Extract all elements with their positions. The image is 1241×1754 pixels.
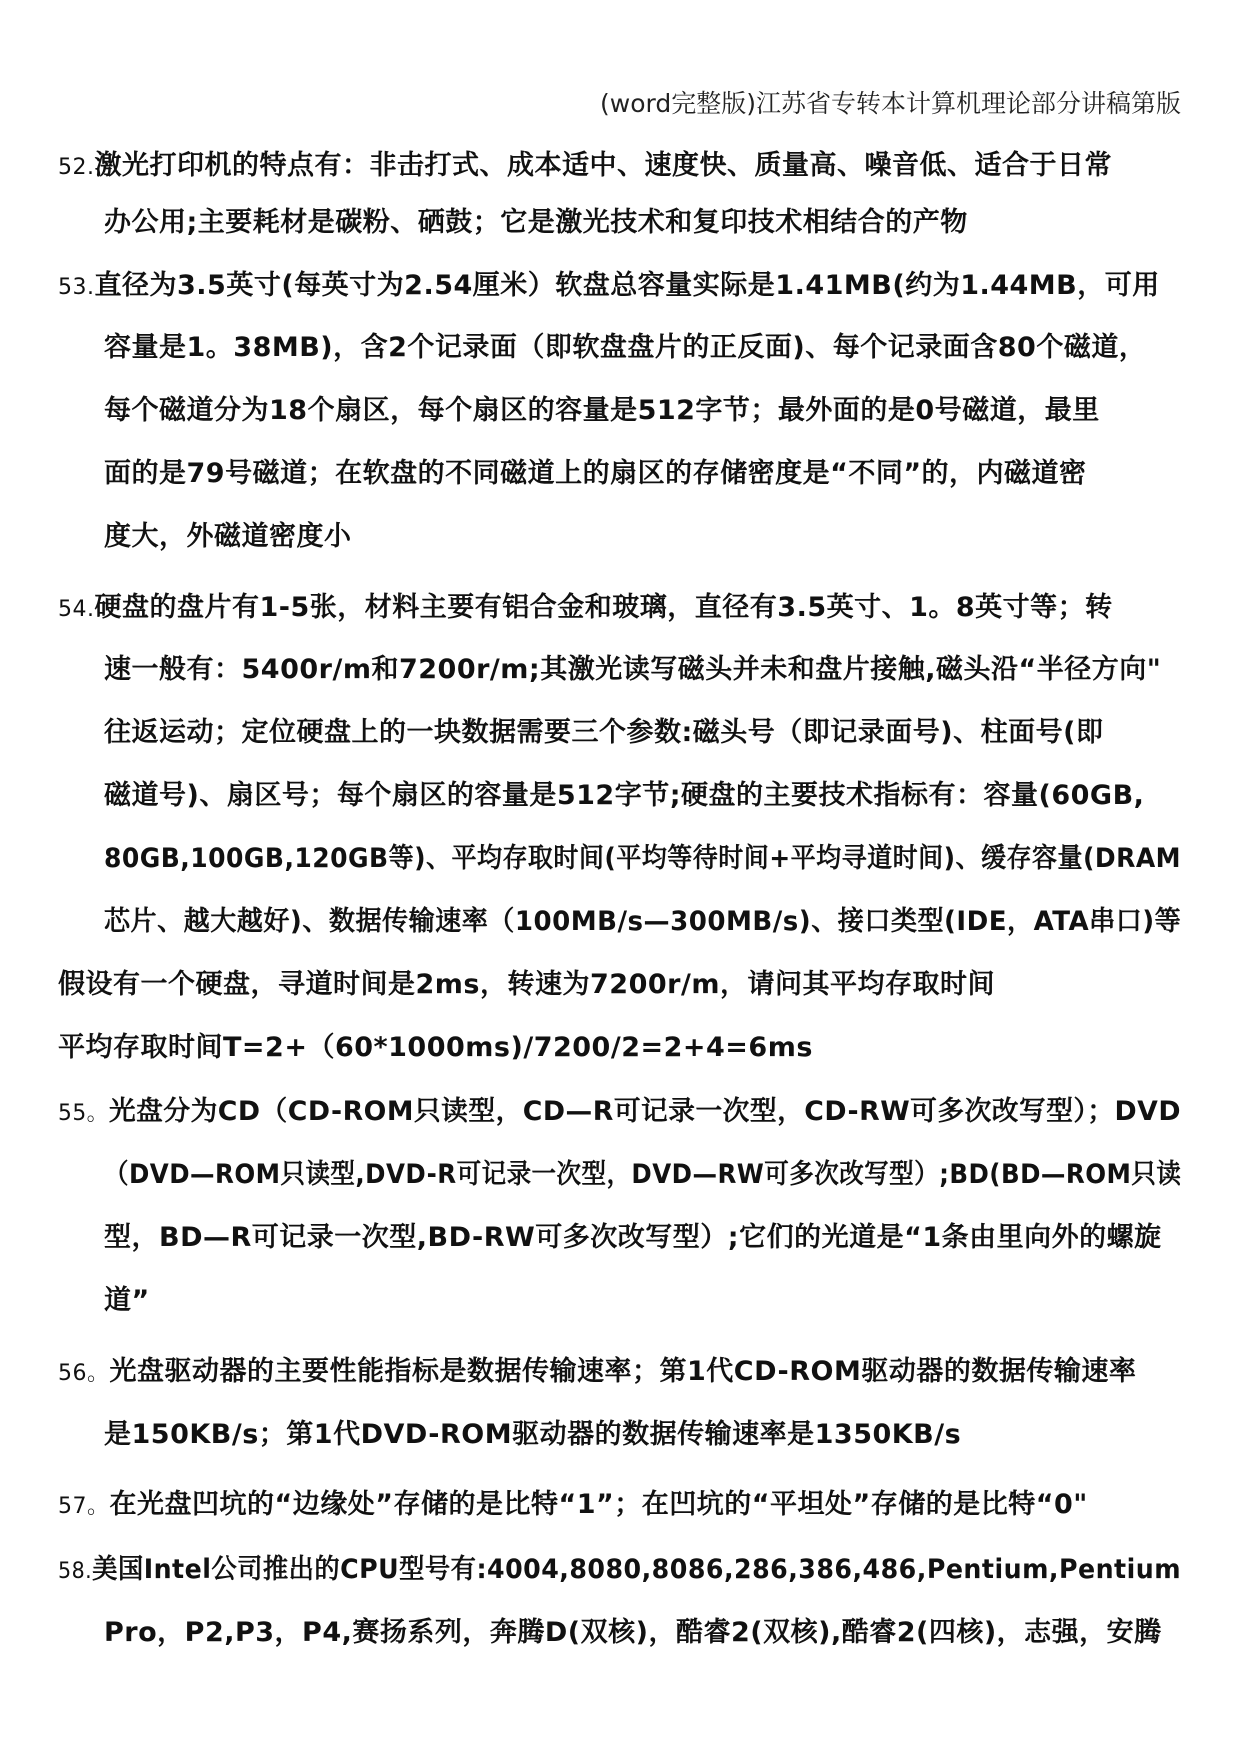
- paragraph-58-line-1: [58, 1552, 1181, 1590]
- item-number: 58.: [58, 1559, 93, 1584]
- item-number: 55。: [58, 1101, 109, 1126]
- paragraph-52-line-2: [104, 205, 968, 241]
- line-text: 面的是79号磁道；在软盘的不同磁道上的扇区的存储密度是“不同”的，内磁道密: [104, 458, 1087, 489]
- line-text: 是150KB/s；第1代DVD-ROM驱动器的数据传输速率是1350KB/s: [104, 1419, 962, 1450]
- line-text: 美国Intel公司推出的CPU型号有:4004,8080,8086,286,386,486,Pentium,Pentium: [92, 1554, 1182, 1585]
- item-number: 57。: [58, 1494, 110, 1519]
- paragraph-55-line-1: [58, 1094, 1181, 1132]
- item-number: 54.: [58, 597, 95, 622]
- paragraph-55-line-4: [104, 1283, 150, 1319]
- paragraph-56-line-2: [104, 1417, 961, 1453]
- line-text: 在光盘凹坑的“边缘处”存储的是比特“1”；在凹坑的“平坦处”存储的是比特“0": [109, 1489, 1088, 1520]
- paragraph-52-line-1: [58, 148, 1112, 186]
- paragraph-54-line-5: [104, 841, 1181, 877]
- item-number: 53.: [58, 275, 95, 300]
- line-text: 平均存取时间T=2+（60*1000ms)/7200/2=2+4=6ms: [58, 1032, 813, 1063]
- example-answer: [58, 1030, 813, 1066]
- line-text: 速一般有：5400r/m和7200r/m;其激光读写磁头并未和盘片接触,磁头沿“半径方向": [104, 654, 1162, 685]
- paragraph-56-line-1: [58, 1354, 1136, 1392]
- paragraph-58-line-2: [104, 1615, 1162, 1651]
- line-text: （DVD—ROM只读型,DVD-R可记录一次型，DVD—RW可多次改写型）;BD(BD—ROM只读: [104, 1159, 1182, 1190]
- line-text: 每个磁道分为18个扇区，每个扇区的容量是512字节；最外面的是0号磁道，最里: [104, 395, 1100, 426]
- line-text: 度大，外磁道密度小: [104, 521, 352, 552]
- line-text: 容量是1。38MB)，含2个记录面（即软盘盘片的正反面)、每个记录面含80个磁道，: [104, 332, 1147, 363]
- item-number: 56。: [58, 1361, 110, 1386]
- line-text: 80GB,100GB,120GB等)、平均存取时间(平均等待时间+平均寻道时间)、缓存容量(DRAM: [104, 843, 1182, 874]
- line-text: 型，BD—R可记录一次型,BD-RW可多次改写型）;它们的光道是“1条由里向外的螺旋: [104, 1222, 1162, 1253]
- page-header: (word完整版)江苏省专转本计算机理论部分讲稿第版: [600, 89, 1181, 118]
- line-text: 芯片、越大越好)、数据传输速率（100MB/s—300MB/s)、接口类型(IDE，ATA串口)等: [104, 906, 1182, 937]
- line-text: 道”: [104, 1285, 150, 1316]
- paragraph-53-line-5: [104, 519, 352, 555]
- item-number: 52.: [58, 155, 95, 180]
- line-text: 激光打印机的特点有：非击打式、成本适中、速度快、质量高、噪音低、适合于日常: [94, 150, 1112, 181]
- line-text: 光盘驱动器的主要性能指标是数据传输速率；第1代CD-ROM驱动器的数据传输速率: [109, 1356, 1137, 1387]
- line-text: 办公用;主要耗材是碳粉、硒鼓；它是激光技术和复印技术相结合的产物: [104, 207, 968, 238]
- example-question: [58, 967, 995, 1003]
- line-text: 直径为3.5英寸(每英寸为2.54厘米）软盘总容量实际是1.41MB(约为1.44MB，可用: [94, 270, 1160, 301]
- line-text: 假设有一个硬盘，寻道时间是2ms，转速为7200r/m，请问其平均存取时间: [58, 969, 995, 1000]
- line-text: 硬盘的盘片有1-5张，材料主要有铝合金和玻璃，直径有3.5英寸、1。8英寸等；转: [94, 592, 1113, 623]
- paragraph-53-line-3: [104, 393, 1100, 429]
- line-text: 光盘分为CD（CD-ROM只读型，CD—R可记录一次型，CD-RW可多次改写型）；DVD: [108, 1096, 1181, 1127]
- paragraph-55-line-2: [104, 1157, 1181, 1193]
- paragraph-54-line-2: [104, 652, 1161, 688]
- paragraph-54-line-4: [104, 778, 1144, 814]
- paragraph-54-line-3: [104, 715, 1103, 751]
- paragraph-54-line-6: [104, 904, 1181, 940]
- line-text: Pro，P2,P3，P4,赛扬系列，奔腾D(双核)，酷睿2(双核),酷睿2(四核)，志强，安腾: [104, 1617, 1162, 1648]
- line-text: 往返运动；定位硬盘上的一块数据需要三个参数:磁头号（即记录面号)、柱面号(即: [104, 717, 1104, 748]
- paragraph-53-line-2: [104, 330, 1146, 366]
- paragraph-55-line-3: [104, 1220, 1162, 1256]
- paragraph-54-line-1: [58, 590, 1113, 628]
- paragraph-57-line-1: [58, 1487, 1088, 1525]
- line-text: 磁道号)、扇区号；每个扇区的容量是512字节;硬盘的主要技术指标有：容量(60GB,: [104, 780, 1145, 811]
- paragraph-53-line-1: [58, 268, 1160, 306]
- paragraph-53-line-4: [104, 456, 1087, 492]
